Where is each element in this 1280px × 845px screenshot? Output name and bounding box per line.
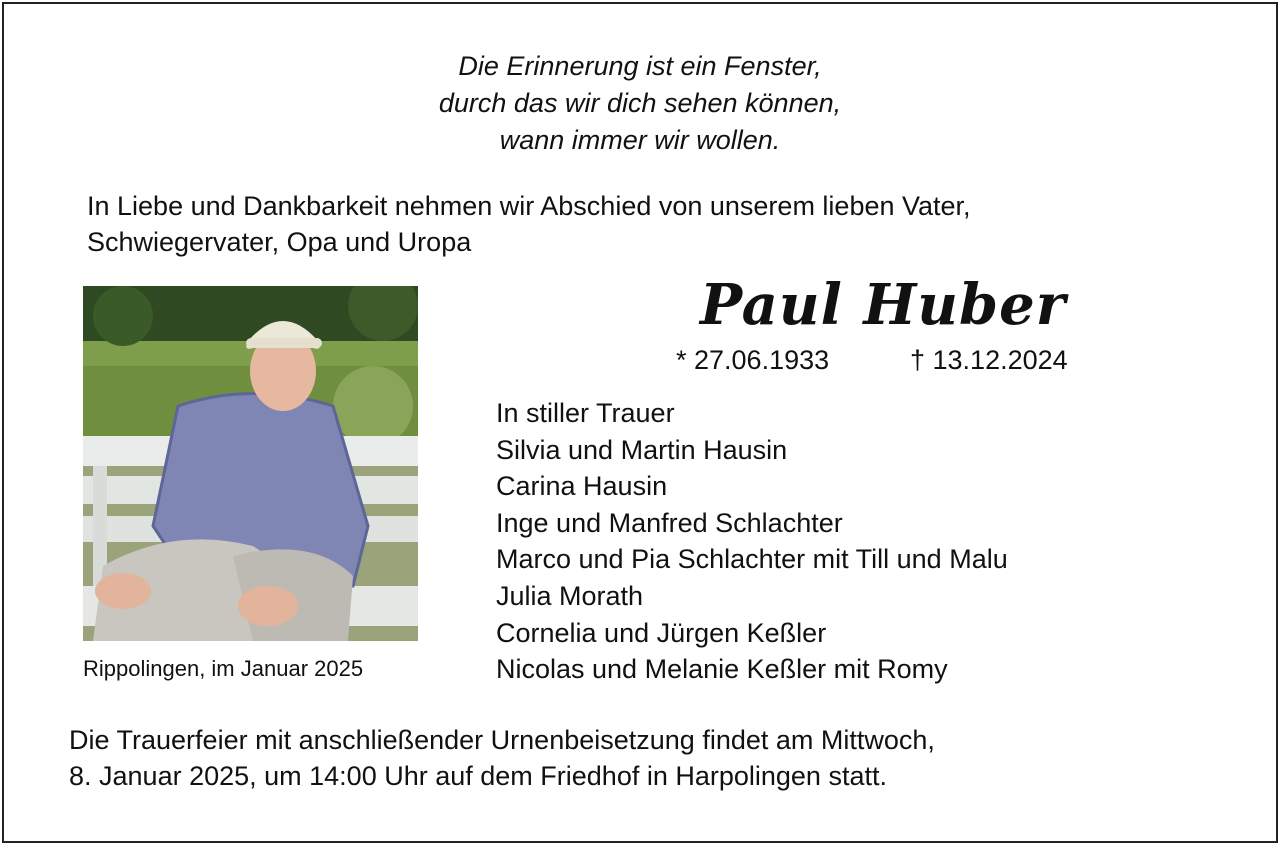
list-item: Inge und Manfred Schlachter: [496, 507, 843, 538]
funeral-line: 8. Januar 2025, um 14:00 Uhr auf dem Friedhof in Harpolingen statt.: [69, 761, 887, 791]
list-item: Marco und Pia Schlachter mit Till und Malu: [496, 544, 1008, 575]
list-item: Silvia und Martin Hausin: [496, 434, 788, 465]
funeral-line: Die Trauerfeier mit anschließender Urnenbeisetzung findet am Mittwoch,: [69, 725, 935, 755]
deceased-name: Paul Huber: [700, 272, 1067, 338]
intro-line: In Liebe und Dankbarkeit nehmen wir Abschied von unserem lieben Vater,: [87, 191, 971, 221]
list-item: Cornelia und Jürgen Keßler: [496, 617, 827, 648]
list-item: Julia Morath: [496, 580, 644, 611]
mourners-list: [496, 395, 1196, 688]
photo-caption: Rippolingen, im Januar 2025: [83, 656, 364, 681]
poem-line: durch das wir dich sehen können,: [438, 88, 842, 118]
intro-text: [87, 188, 1207, 260]
intro-line: Schwiegervater, Opa und Uropa: [87, 227, 472, 257]
poem-line: wann immer wir wollen.: [499, 125, 781, 155]
list-item: In stiller Trauer: [496, 398, 675, 428]
list-item: Nicolas und Melanie Keßler mit Romy: [496, 654, 948, 685]
poem-line: Die Erinnerung ist ein Fenster,: [458, 51, 822, 81]
memorial-poem: [0, 48, 1280, 159]
birth-date: * 27.06.1933: [676, 345, 830, 375]
death-date: † 13.12.2024: [910, 345, 1068, 375]
portrait-photo: [83, 286, 418, 641]
funeral-info: [69, 722, 1219, 794]
list-item: Carina Hausin: [496, 471, 668, 502]
